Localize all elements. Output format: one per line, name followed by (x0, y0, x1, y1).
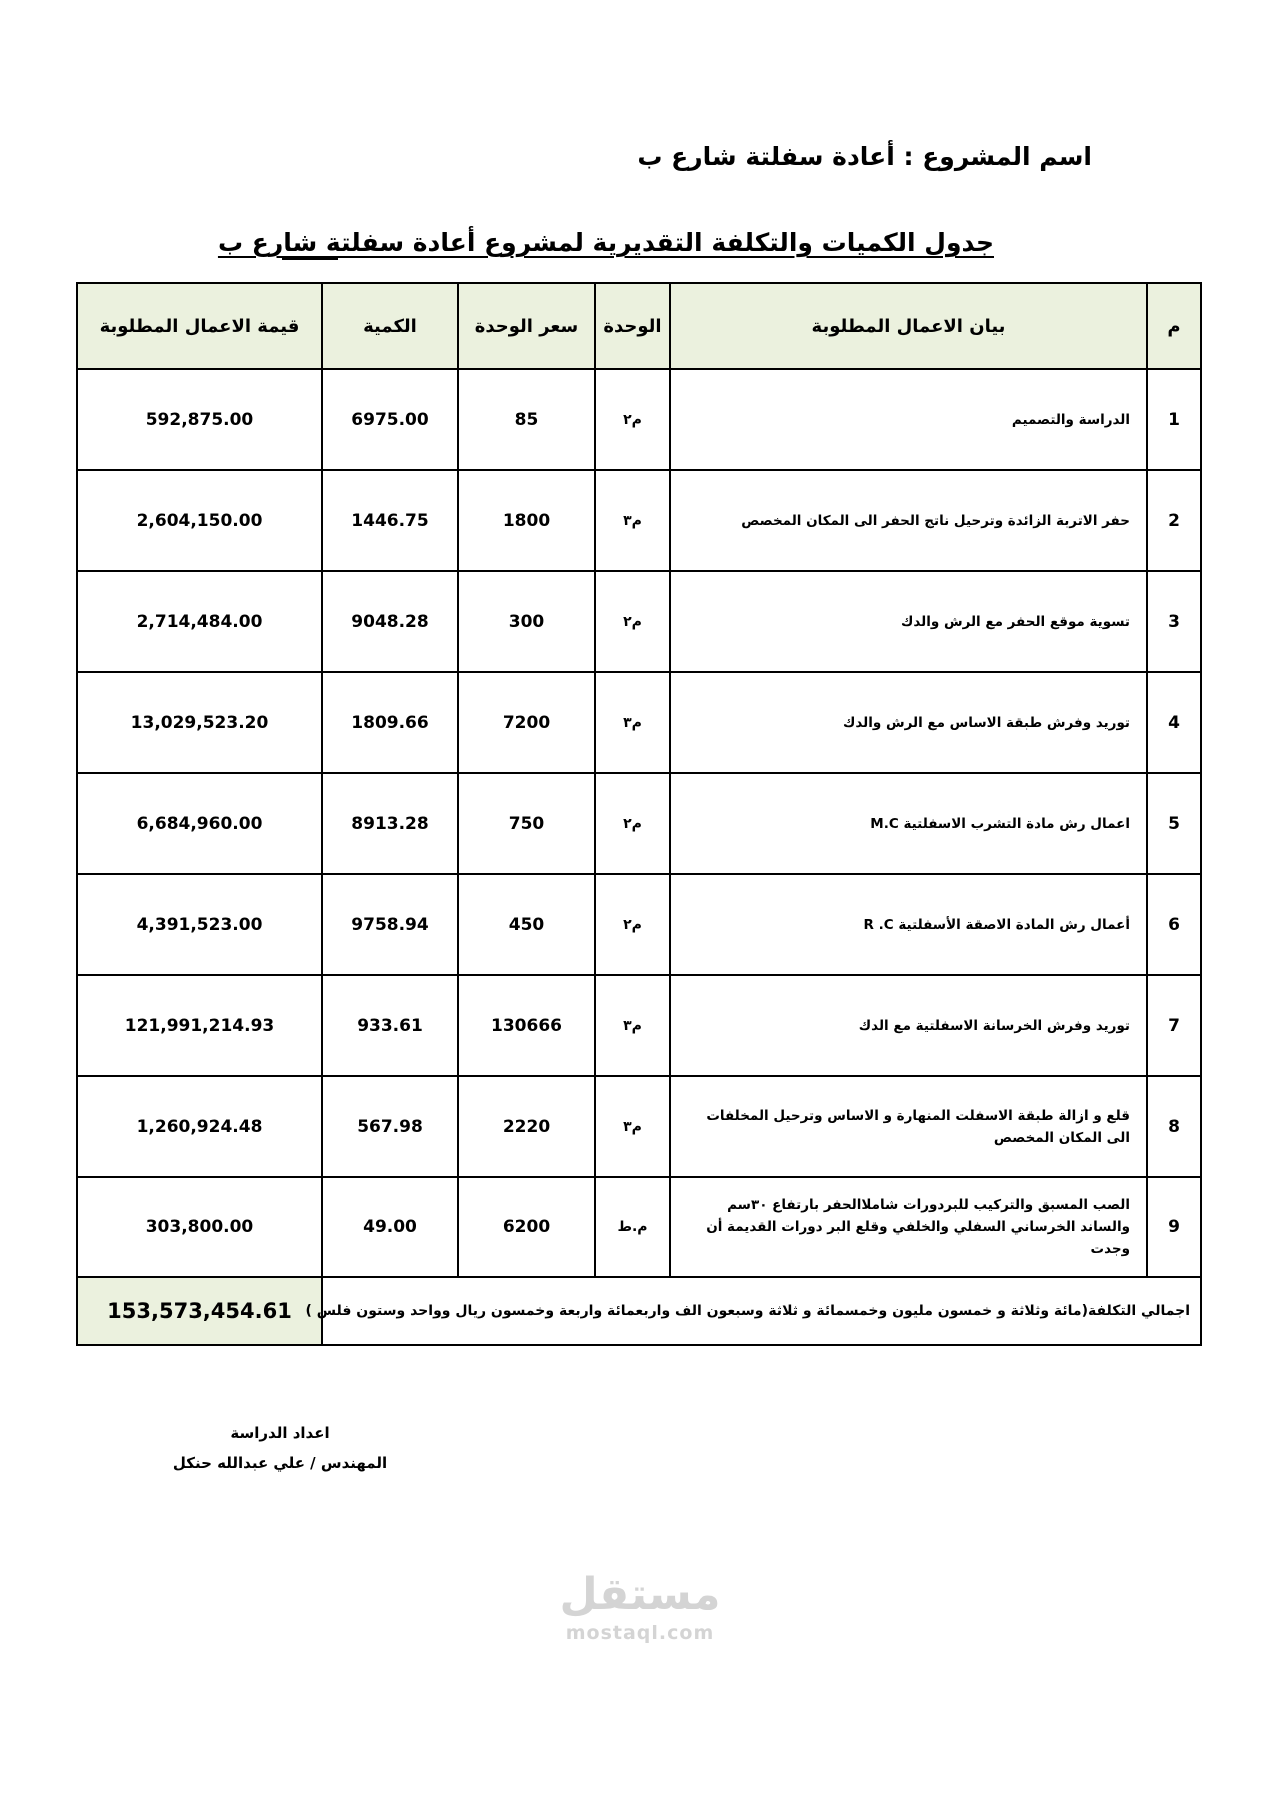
project-name: اسم المشروع : أعادة سفلتة شارع ب (637, 142, 1092, 171)
row-index: 3 (1147, 571, 1201, 672)
row-unit-price: 130666 (458, 975, 595, 1076)
table-title: جدول الكميات والتكلفة التقديرية لمشروع أعادة سفلتة شارع ب (217, 228, 994, 257)
mostaql-watermark (550, 1568, 730, 1644)
table-row (77, 369, 1201, 470)
row-unit-price: 750 (458, 773, 595, 874)
row-quantity: 8913.28 (322, 773, 458, 874)
table-row (77, 571, 1201, 672)
row-index: 4 (1147, 672, 1201, 773)
row-quantity: 9758.94 (322, 874, 458, 975)
row-quantity: 933.61 (322, 975, 458, 1076)
table-row (77, 1076, 1201, 1177)
watermark-latin: mostaql.com (565, 1622, 715, 1644)
row-unit-price: 7200 (458, 672, 595, 773)
engineer-name: المهندس / علي عبدالله حنكل (172, 1454, 388, 1472)
table-row (77, 874, 1201, 975)
row-unit-price: 300 (458, 571, 595, 672)
table-row (77, 470, 1201, 571)
table-row (77, 672, 1201, 773)
row-description: حفر الاتربة الزائدة وترحيل ناتج الحفر الى المكان المخصص (670, 470, 1147, 571)
row-description: اعمال رش مادة التشرب الاسفلتية M.C (670, 773, 1147, 874)
watermark-arabic: مستقل (559, 1569, 721, 1620)
table-row (77, 975, 1201, 1076)
bill-of-quantities-table (76, 282, 1202, 1346)
row-unit-price: 1800 (458, 470, 595, 571)
row-quantity: 1809.66 (322, 672, 458, 773)
header-quantity: الكمية (322, 283, 458, 369)
row-index: 5 (1147, 773, 1201, 874)
prepared-by-label: اعداد الدراسة (230, 1424, 330, 1442)
row-index: 9 (1147, 1177, 1201, 1277)
row-index: 8 (1147, 1076, 1201, 1177)
header-total: قيمة الاعمال المطلوبة (77, 283, 322, 369)
row-unit: م٣ (595, 672, 670, 773)
total-in-words: اجمالي التكلفة(مائة وثلاثة و خمسون مليون وخمسمائة و ثلاثة وسبعون الف واربعمائة واربعة وخمسون ريال وواحد وستون فلس ) (322, 1277, 1201, 1345)
table-row (77, 773, 1201, 874)
row-unit: م٣ (595, 470, 670, 571)
row-total: 592,875.00 (77, 369, 322, 470)
row-total: 2,604,150.00 (77, 470, 322, 571)
row-total: 303,800.00 (77, 1177, 322, 1277)
header-unit: الوحدة (595, 283, 670, 369)
row-unit: م٢ (595, 369, 670, 470)
row-unit: م٢ (595, 874, 670, 975)
row-total: 4,391,523.00 (77, 874, 322, 975)
total-row (77, 1277, 1201, 1345)
total-value: 153,573,454.61 (77, 1277, 322, 1345)
row-description: أعمال رش المادة الاصقة الأسفلتية R .C (670, 874, 1147, 975)
row-total: 1,260,924.48 (77, 1076, 322, 1177)
header-description: بيان الاعمال المطلوبة (670, 283, 1147, 369)
table-header-row (77, 283, 1201, 369)
row-index: 1 (1147, 369, 1201, 470)
header-index: م (1147, 283, 1201, 369)
title-underline-extension (282, 258, 338, 260)
row-description: الدراسة والتصميم (670, 369, 1147, 470)
table-row (77, 1177, 1201, 1277)
row-quantity: 49.00 (322, 1177, 458, 1277)
row-unit: م٣ (595, 975, 670, 1076)
row-quantity: 1446.75 (322, 470, 458, 571)
row-description: تسوية موقع الحفر مع الرش والدك (670, 571, 1147, 672)
header-unit-price: سعر الوحدة (458, 283, 595, 369)
row-description: الصب المسبق والتركيب للبردورات شاملاالحفر بارتفاع ٣٠سم والساند الخرساني السفلي والخلفي وقلع البر دورات القديمة أن وجدت (670, 1177, 1147, 1277)
row-quantity: 9048.28 (322, 571, 458, 672)
row-description: توريد وفرش طبقة الاساس مع الرش والدك (670, 672, 1147, 773)
row-index: 6 (1147, 874, 1201, 975)
row-total: 121,991,214.93 (77, 975, 322, 1076)
row-description: توريد وفرش الخرسانة الاسفلتية مع الدك (670, 975, 1147, 1076)
row-total: 2,714,484.00 (77, 571, 322, 672)
row-unit-price: 85 (458, 369, 595, 470)
row-index: 7 (1147, 975, 1201, 1076)
row-total: 6,684,960.00 (77, 773, 322, 874)
row-unit: م.ط (595, 1177, 670, 1277)
row-total: 13,029,523.20 (77, 672, 322, 773)
row-quantity: 567.98 (322, 1076, 458, 1177)
row-quantity: 6975.00 (322, 369, 458, 470)
row-unit: م٢ (595, 773, 670, 874)
row-unit-price: 6200 (458, 1177, 595, 1277)
row-unit-price: 2220 (458, 1076, 595, 1177)
row-index: 2 (1147, 470, 1201, 571)
row-description: قلع و ازالة طبقة الاسفلت المنهارة و الاساس وترحيل المخلفات الى المكان المخصص (670, 1076, 1147, 1177)
row-unit-price: 450 (458, 874, 595, 975)
prepared-by-block (140, 1418, 420, 1478)
row-unit: م٣ (595, 1076, 670, 1177)
row-unit: م٢ (595, 571, 670, 672)
